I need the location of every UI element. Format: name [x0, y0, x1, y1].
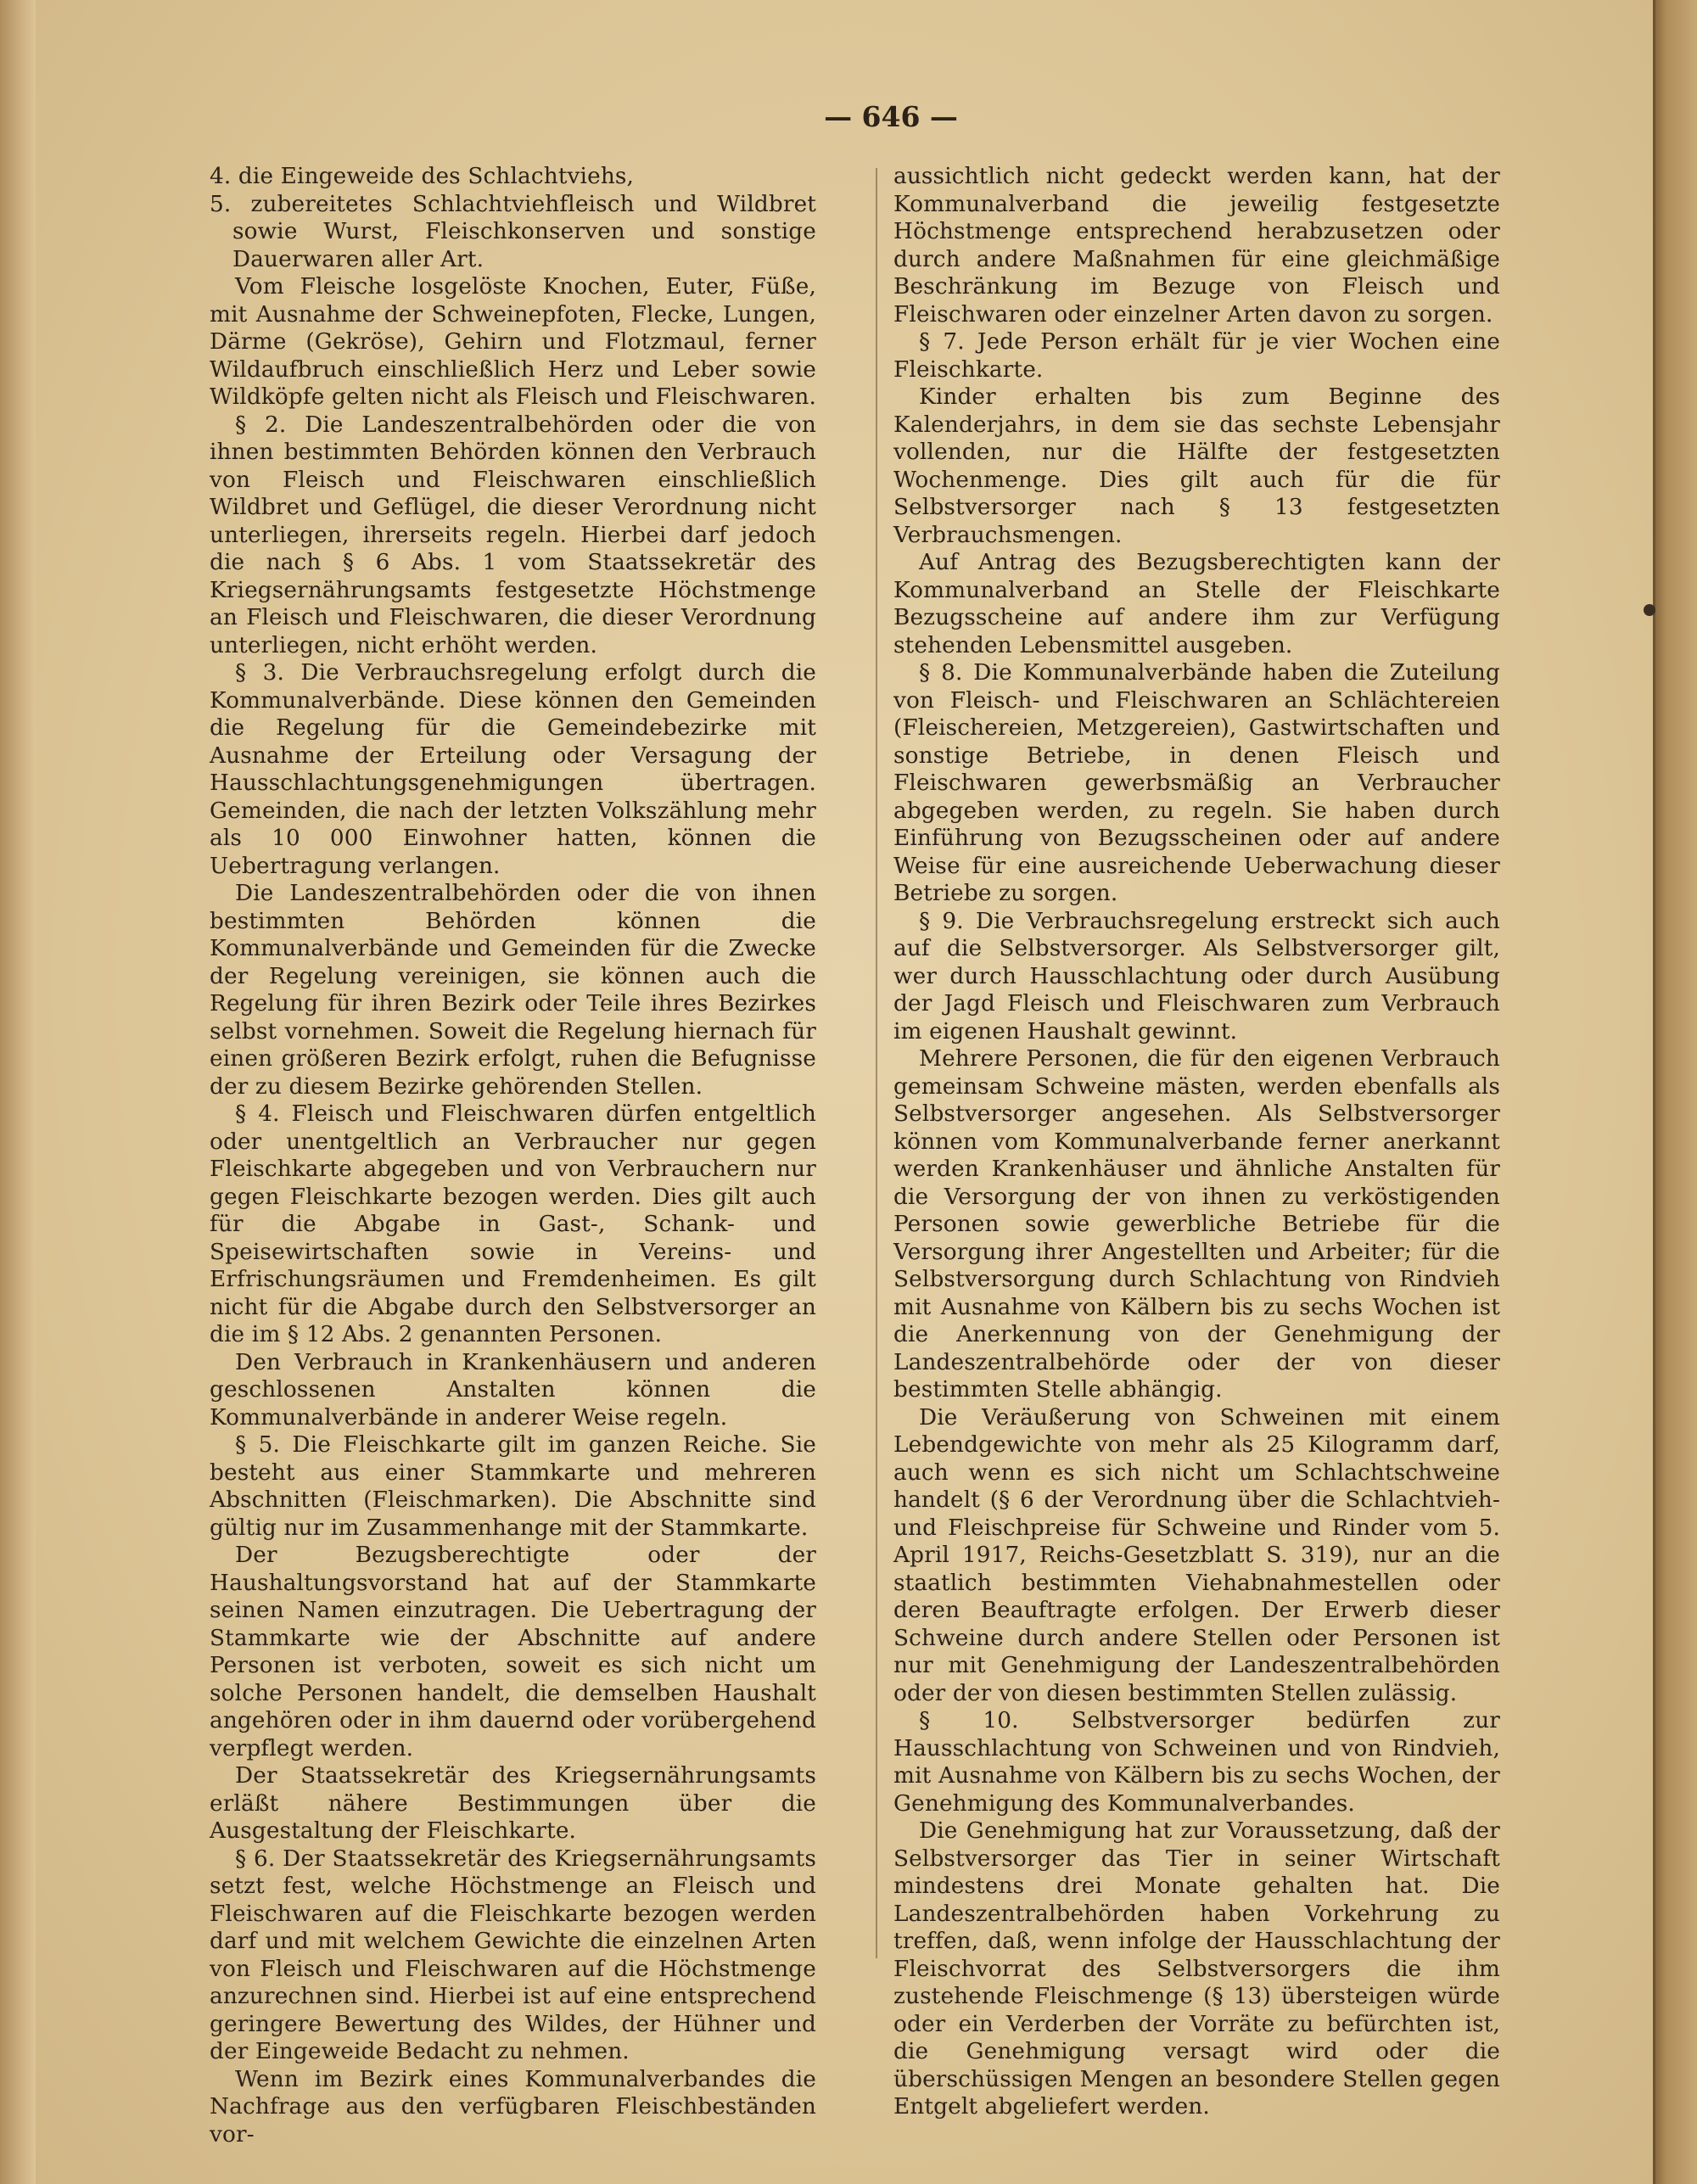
paragraph: § 10. Selbstversorger bedürfen zur Hausschlachtung von Schweinen und von Rindvieh, mit Ausnahme von Kälbern bis zu sechs Wochen, der Genehmigung des Kommunalverbandes.: [893, 1708, 1500, 1817]
paragraph: Mehrere Personen, die für den eigenen Verbrauch gemeinsam Schweine mästen, werden ebenfalls als Selbstversorger angesehen. Als Selbstversorger können vom Kommunalverbande ferner anerkannt werden Krankenhäuser und ähnliche Anstalten für die Versorgung der von ihnen zu verköstigenden Personen sowie gewerbliche Betriebe für die Versorgung ihrer Angestellten und Arbeiter; für die Selbstversorgung durch Schlachtung von Rindvieh mit Ausnahme von Kälbern bis zu sechs Wochen ist die Anerkennung von der Genehmigung der Landeszentralbehörde oder der von dieser bestimmten Stelle abhängig.: [893, 1046, 1500, 1403]
paragraph: § 3. Die Verbrauchsregelung erfolgt durch die Kommunalverbände. Diese können den Gemeinden die Regelung für die Gemeindebezirke mit Ausnahme der Erteilung oder Versagung der Hausschlachtungsgenehmigungen übertragen. Gemeinden, die nach der letzten Volkszählung mehr als 10 000 Einwohner hatten, können die Uebertragung verlangen.: [210, 660, 816, 879]
paragraph: § 9. Die Verbrauchsregelung erstreckt sich auch auf die Selbstversorger. Als Selbstversorger gilt, wer durch Hausschlachtung oder durch Ausübung der Jagd Fleisch und Fleischwaren zum Verbrauch im eigenen Haushalt gewinnt.: [893, 908, 1500, 1044]
adjacent-page-edge: [1653, 0, 1697, 2184]
paragraph: Die Landeszentralbehörden oder die von ihnen bestimmten Behörden können die Kommunalverbände und Gemeinden für die Zwecke der Regelung vereinigen, sie können auch die Regelung für ihren Bezirk oder Teile ihres Bezirkes selbst vornehmen. Soweit die Regelung hiernach für einen größeren Bezirk erfolgt, ruhen die Befugnisse der zu diesem Bezirke gehörenden Stellen.: [210, 881, 816, 1100]
paragraph: aussichtlich nicht gedeckt werden kann, hat der Kommunalverband die jeweilig festgesetzte Höchstmenge entsprechend herabzusetzen oder durch andere Maßnahmen für eine gleichmäßige Beschränkung im Bezuge von Fleisch und Fleischwaren oder einzelner Arten davon zu sorgen.: [893, 164, 1500, 328]
paragraph: § 8. Die Kommunalverbände haben die Zuteilung von Fleisch- und Fleischwaren an Schlächtereien (Fleischereien, Metzgereien), Gastwirtschaften und sonstige Betriebe, in denen Fleisch und Fleischwaren gewerbsmäßig an Verbraucher abgegeben werden, zu regeln. Sie haben durch Einführung von Bezugsscheinen oder auf andere Weise für eine ausreichende Ueberwachung dieser Betriebe zu sorgen.: [893, 660, 1500, 906]
paragraph: § 6. Der Staatssekretär des Kriegsernährungsamts setzt fest, welche Höchstmenge an Fleisch und Fleischwaren auf die Fleischkarte bezogen werden darf und mit welchem Gewichte die einzelnen Arten von Fleisch und Fleischwaren auf die Höchstmenge anzurechnen sind. Hierbei ist auf eine entsprechend geringere Bewertung des Wildes, der Hühner und der Eingeweide Bedacht zu nehmen.: [210, 1845, 816, 2064]
paragraph: § 5. Die Fleischkarte gilt im ganzen Reiche. Sie besteht aus einer Stammkarte und mehreren Abschnitten (Fleischmarken). Die Abschnitte sind gültig nur im Zusammenhange mit der Stammkarte.: [210, 1432, 816, 1541]
left-column: [210, 163, 816, 2148]
list-item: 4. die Eingeweide des Schlachtviehs,: [210, 164, 635, 189]
list-item: 5. zubereitetes Schlachtviehfleisch und Wildbret sowie Wurst, Fleischkonserven und sonstige Dauerwaren aller Art.: [210, 191, 816, 272]
paragraph: Auf Antrag des Bezugsberechtigten kann der Kommunalverband an Stelle der Fleischkarte Bezugsscheine auf andere ihm zur Verfügung stehenden Lebensmittel ausgeben.: [893, 550, 1500, 658]
column-divider: [876, 168, 877, 1958]
paragraph: § 7. Jede Person erhält für je vier Wochen eine Fleischkarte.: [893, 329, 1500, 383]
paragraph: § 4. Fleisch und Fleischwaren dürfen entgeltlich oder unentgeltlich an Verbraucher nur gegen Fleischkarte abgegeben und von Verbrauchern nur gegen Fleischkarte bezogen werden. Dies gilt auch für die Abgabe in Gast-, Schank- und Speisewirtschaften sowie in Vereins- und Erfrischungsräumen und Fremdenheimen. Es gilt nicht für die Abgabe durch den Selbstversorger an die im § 12 Abs. 2 genannten Personen.: [210, 1101, 816, 1347]
paragraph: Vom Fleische losgelöste Knochen, Euter, Füße, mit Ausnahme der Schweinepfoten, Flecke, Lungen, Därme (Gekröse), Gehirn und Flotzmaul, ferner Wildaufbruch einschließlich Herz und Leber sowie Wildköpfe gelten nicht als Fleisch und Fleischwaren.: [210, 274, 817, 410]
paragraph: Der Bezugsberechtigte oder der Haushaltungsvorstand hat auf der Stammkarte seinen Namen einzutragen. Die Uebertragung der Stammkarte wie der Abschnitte auf andere Personen ist verboten, soweit es sich nicht um solche Personen handelt, die demselben Haushalt angehören oder in ihm dauernd oder vorübergehend verpflegt werden.: [210, 1543, 816, 1761]
page-number: — 646 —: [824, 100, 958, 133]
right-column: [893, 163, 1500, 2121]
page-binding-edge: [0, 0, 36, 2184]
paragraph: Der Staatssekretär des Kriegsernährungsamts erläßt nähere Bestimmungen über die Ausgestaltung der Fleischkarte.: [210, 1763, 816, 1844]
paragraph: Kinder erhalten bis zum Beginne des Kalenderjahrs, in dem sie das sechste Lebensjahr vollenden, nur die Hälfte der festgesetzten Wochenmenge. Dies gilt auch für die für Selbstversorger nach § 13 festgesetzten Verbrauchsmengen.: [893, 384, 1500, 548]
paragraph: Die Genehmigung hat zur Voraussetzung, daß der Selbstversorger das Tier in seiner Wirtschaft mindestens drei Monate gehalten hat. Die Landeszentralbehörden haben Vorkehrung zu treffen, daß, wenn infolge der Hausschlachtung der Fleischvorrat des Selbstversorgers die ihm zustehende Fleischmenge (§ 13) übersteigen würde oder ein Verderben der Vorräte zu befürchten ist, die Genehmigung versagt wird oder die überschüssigen Mengen an besondere Stellen gegen Entgelt abgeliefert werden.: [893, 1818, 1500, 2120]
paragraph: Wenn im Bezirk eines Kommunalverbandes die Nachfrage aus den verfügbaren Fleischbeständen vor-: [210, 2066, 816, 2148]
paragraph: Die Veräußerung von Schweinen mit einem Lebendgewichte von mehr als 25 Kilogramm darf, auch wenn es sich nicht um Schlachtschweine handelt (§ 6 der Verordnung über die Schlachtvieh- und Fleischpreise für Schweine und Rinder vom 5. April 1917, Reichs-Gesetzblatt S. 319), nur an die staatlich bestimmten Viehabnahmestellen oder deren Beauftragte erfolgen. Der Erwerb dieser Schweine durch andere Stellen oder Personen ist nur mit Genehmigung der Landeszentralbehörden oder der von diesen bestimmten Stellen zulässig.: [893, 1404, 1500, 1706]
paragraph: § 2. Die Landeszentralbehörden oder die von ihnen bestimmten Behörden können den Verbrauch von Fleisch und Fleischwaren einschließlich Wildbret und Geflügel, die dieser Verordnung nicht unterliegen, ihrerseits regeln. Hierbei darf jedoch die nach § 6 Abs. 1 vom Staatssekretär des Kriegsernährungsamts festgesetzte Höchstmenge an Fleisch und Fleischwaren, die dieser Verordnung unterliegen, nicht erhöht werden.: [210, 412, 816, 658]
paragraph: Den Verbrauch in Krankenhäusern und anderen geschlossenen Anstalten können die Kommunalverbände in anderer Weise regeln.: [210, 1349, 816, 1431]
ink-stain: [1644, 604, 1655, 616]
